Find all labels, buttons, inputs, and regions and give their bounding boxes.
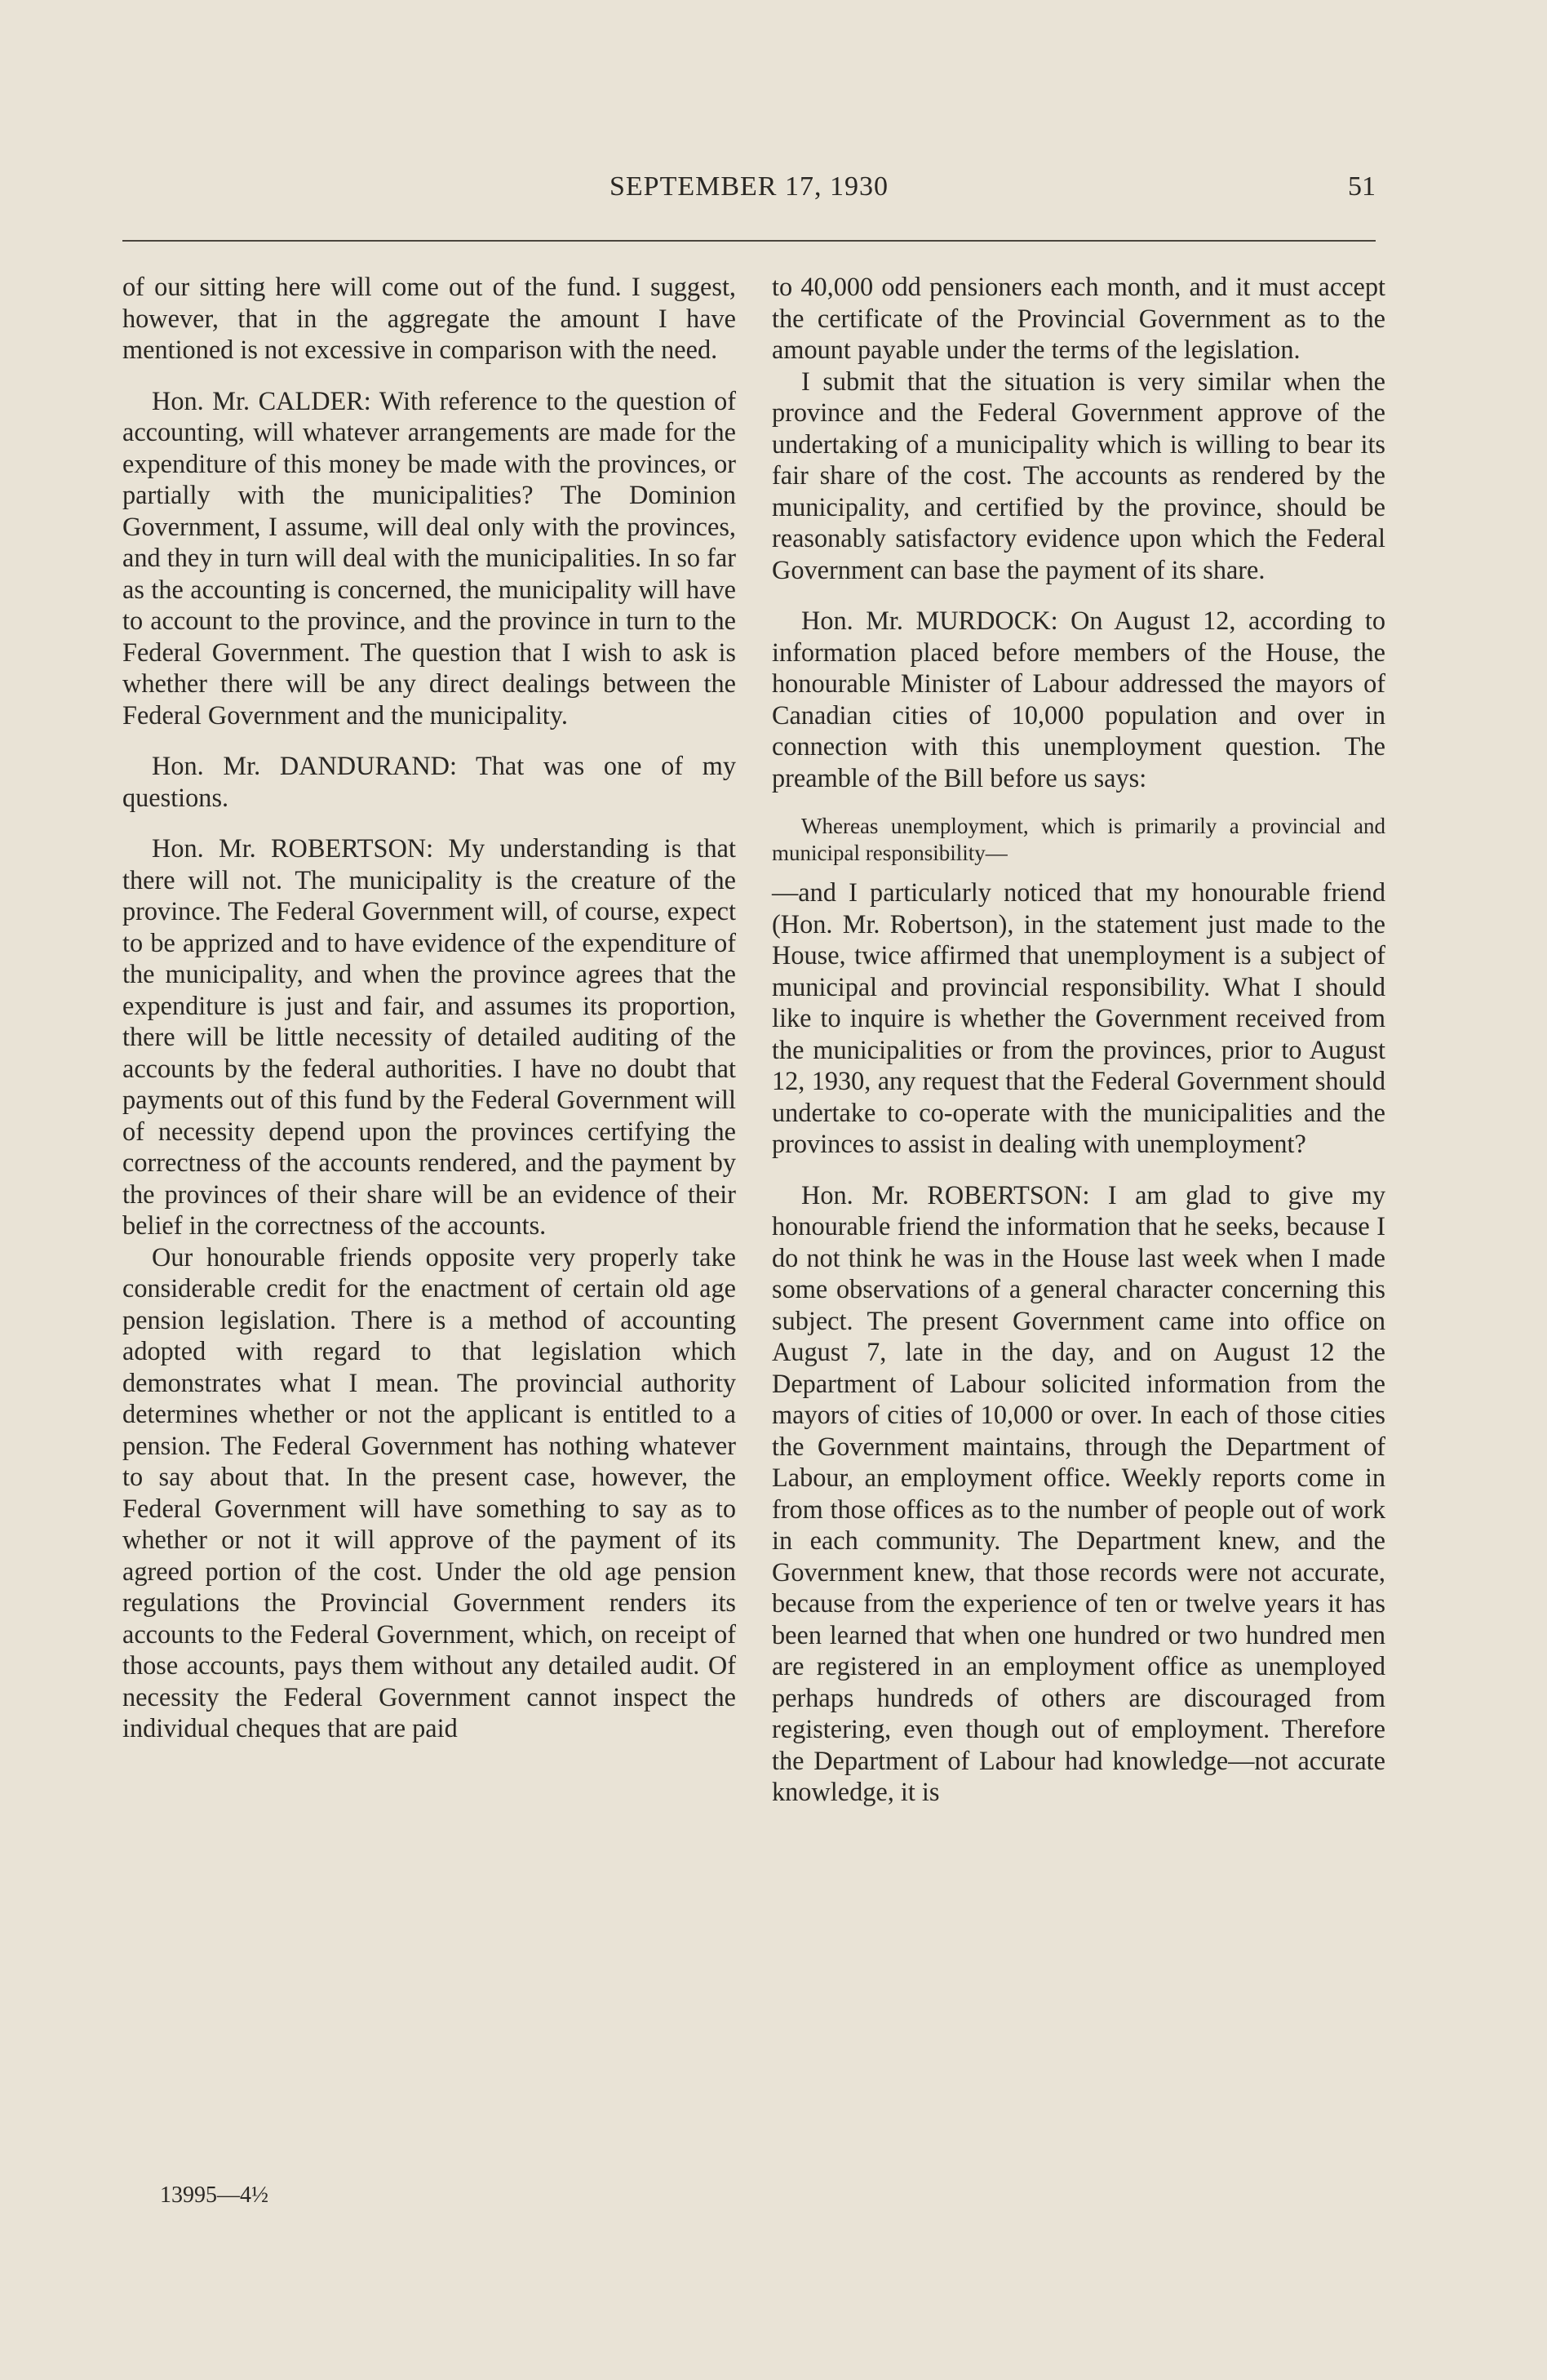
paragraph-continuation: of our sitting here will come out of the fund. I suggest, however, that in the aggregate the amount I have mentioned is not excessive in comparison with the need. bbox=[122, 272, 736, 364]
paragraph-murdock-continued: —and I particularly noticed that my honourable friend (Hon. Mr. Robertson), in the statement just made to the House, twice affirmed that unemployment is a subject of municipal and provincial responsibility. What I should like to inquire is whether the Government received from the municipalities or from the provinces, prior to August 12, 1930, any request that the Federal Government should undertake to co-operate with the municipalities and the provinces to assist in dealing with unemployment? bbox=[772, 877, 1385, 1158]
header-date: SEPTEMBER 17, 1930 bbox=[609, 171, 889, 202]
paragraph-submission: I submit that the situation is very similar when the province and the Federal Government approve of the undertaking of a municipality which is willing to bear its fair share of the cost. The accounts as rendered by the municipality, and certified by the province, should be reasonably satisfactory evidence upon which the Federal Government can base the payment of its share. bbox=[772, 366, 1385, 584]
paragraph-calder: Hon. Mr. CALDER: With reference to the question of accounting, will whatever arrangements are made for the expenditure of this money be made with the provinces, or partially with the municipalities? The Dominion Government, I assume, will deal only with the provinces, and they in turn will deal with the municipalities. In so far as the accounting is concerned, the municipality will have to account to the province, and the province in turn to the Federal Government. The question that I wish to ask is whether there will be any direct dealings between the Federal Government and the municipality. bbox=[122, 385, 736, 730]
right-column bbox=[772, 271, 1385, 1808]
left-column bbox=[122, 271, 736, 1744]
header-rule bbox=[122, 240, 1376, 242]
bill-preamble-quote: Whereas unemployment, which is primarily a provincial and municipal responsibility— bbox=[772, 814, 1385, 865]
signature-mark: 13995—4½ bbox=[160, 2182, 268, 2208]
paragraph-continuation-right: to 40,000 odd pensioners each month, and it must accept the certificate of the Provincial Government as to the amount payable under the terms of the legislation. bbox=[772, 272, 1385, 364]
page-header bbox=[122, 171, 1376, 220]
paragraph-robertson: Hon. Mr. ROBERTSON: My understanding is that there will not. The municipality is the creature of the province. The Federal Government will, of course, expect to be apprized and to have evidence of the expenditure of the municipality, and when the province agrees that the expenditure is just and fair, and assumes its proportion, there will be little necessity of detailed auditing of the accounts by the federal authorities. I have no doubt that payments out of this fund by the Federal Government will of necessity depend upon the provinces certifying the correctness of the accounts rendered, and the payment by the provinces of their share will be an evidence of their belief in the correctness of the accounts. bbox=[122, 833, 736, 1240]
page-number: 51 bbox=[1348, 171, 1376, 202]
paragraph-dandurand: Hon. Mr. DANDURAND: That was one of my questions. bbox=[122, 751, 736, 812]
paragraph-murdock: Hon. Mr. MURDOCK: On August 12, according to information placed before members of the House, the honourable Minister of Labour addressed the mayors of Canadian cities of 10,000 population and over in connection with this unemployment question. The preamble of the Bill before us says: bbox=[772, 606, 1385, 793]
paragraph-old-age-pension: Our honourable friends opposite very properly take considerable credit for the enactment of certain old age pension legislation. There is a method of accounting adopted with regard to that legislation which demonstrates what I mean. The provincial authority determines whether or not the applicant is entitled to a pension. The Federal Government has nothing whatever to say about that. In the present case, however, the Federal Government will have something to say as to whether or not it will approve of the payment of its agreed portion of the cost. Under the old age pension regulations the Provincial Government renders its accounts to the Federal Government, which, on receipt of those accounts, pays them without any detailed audit. Of necessity the Federal Government cannot inspect the individual cheques that are paid bbox=[122, 1241, 736, 1743]
paragraph-robertson-reply: Hon. Mr. ROBERTSON: I am glad to give my honourable friend the information that he seeks, because I do not think he was in the House last week when I made some observations of a general character concerning this subject. The present Government came into office on August 7, late in the day, and on August 12 the Department of Labour solicited information from the mayors of cities of 10,000 or over. In each of those cities the Government maintains, through the Department of Labour, an employment office. Weekly reports come in from those offices as to the number of people out of work in each community. The Department knew, and the Government knew, that those records were not accurate, because from the experience of ten or twelve years it has been learned that when one hundred or two hundred men are registered in an employment office as unemployed perhaps hundreds of others are discouraged from registering, even though out of employment. Therefore the Department of Labour had knowledge—not accurate knowledge, it is bbox=[772, 1179, 1385, 1806]
